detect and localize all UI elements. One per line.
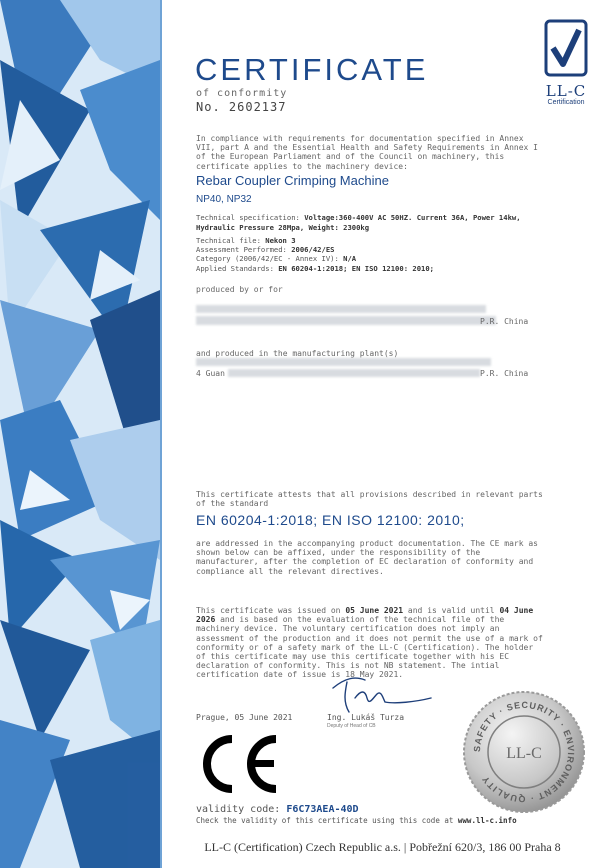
certificate-number: No. 2602137 xyxy=(196,100,287,114)
category xyxy=(196,254,546,264)
check-website-link[interactable]: www.ll-c.info xyxy=(457,816,517,825)
validity-label: validity code: xyxy=(196,804,287,815)
decorative-left-panel xyxy=(0,0,160,868)
file-value: Nekon 3 xyxy=(265,236,296,245)
frame-divider xyxy=(160,0,162,868)
issue-date: 05 June 2021 xyxy=(345,606,404,615)
assessment-label: Assessment Performed: xyxy=(196,245,287,254)
footer-address: LL-C (Certification) Czech Republic a.s. | Pobřežní 620/3, 186 00 Praha 8 xyxy=(204,840,561,854)
signer-name: Ing. Lukáš Turza xyxy=(327,713,405,722)
certificate-title: CERTIFICATE xyxy=(195,52,429,87)
plant-country: P.R. China xyxy=(480,369,529,378)
valid-until-date: 04 June 2026 xyxy=(196,606,534,625)
produced-in-label: and produced in the manufacturing plant(s) xyxy=(196,349,399,358)
check-text: Check the validity of this certificate using this code at xyxy=(196,816,458,825)
seal-center-text: LL-C xyxy=(506,745,542,762)
product-models: NP40, NP32 xyxy=(196,194,252,205)
spec-value: Voltage:360-400V AC 50HZ. Current 36A, Power 14kw, Hydraulic Pressure 28Mpa, Weight: 2300kg xyxy=(196,213,521,232)
attests-paragraph: This certificate attests that all provisions described in relevant parts of the standard xyxy=(196,490,543,509)
standards-label: Applied Standards: xyxy=(196,264,274,273)
validity-code-line xyxy=(196,804,359,815)
certification-seal xyxy=(462,690,586,814)
issued-text-1: This certificate was issued on xyxy=(196,606,346,615)
intro-paragraph: In compliance with requirements for documentation specified in Annex VII, part A and the Essential Health and Safety Requirements in Annex I of the European Parliament and of the Council on machinery, this certificate applies to the machinery device: xyxy=(196,134,538,171)
applied-standards xyxy=(196,264,546,274)
redacted-plant-name xyxy=(196,358,491,366)
check-validity-line xyxy=(196,816,517,825)
logo-name: LL-C xyxy=(545,82,587,100)
place-and-date: Prague, 05 June 2021 xyxy=(196,713,293,722)
seal-ring-text: SAFETY · SECURITY · ENVIRONMENT · QUALITY xyxy=(471,699,577,805)
redacted-manufacturer-address xyxy=(196,316,496,325)
issued-text-3: and is based on the evaluation of the technical file of the machinery device. The voluntary certification does not imply an assessment of the production and it does not permit the use of a mark of conformity or of a safety mark of the LL-C (Certification). The holder of this certificate may use this certificate together with his EC declaration of conformity. This is not NB statement. The intial certification date of issue is 18 May 2021. xyxy=(196,615,543,680)
category-label: Category (2006/42/EC - Annex IV): xyxy=(196,254,339,263)
assessment-value: 2006/42/ES xyxy=(291,245,335,254)
category-value: N/A xyxy=(343,254,357,263)
redacted-manufacturer-name xyxy=(196,305,486,313)
issued-text-2: and is valid until xyxy=(403,606,500,615)
handwritten-signature xyxy=(325,668,435,716)
technical-spec xyxy=(196,213,546,232)
produced-by-label: produced by or for xyxy=(196,285,283,294)
certificate-subtitle: of conformity xyxy=(196,88,288,99)
spec-label: Technical specification: xyxy=(196,213,300,222)
redacted-plant-address xyxy=(228,369,480,377)
plant-address-start: 4 Guan xyxy=(196,369,225,378)
product-name: Rebar Coupler Crimping Machine xyxy=(196,173,389,188)
validity-code: F6C73AEA-40D xyxy=(286,804,359,815)
logo-subtitle: Certification xyxy=(547,99,585,106)
ce-mark-icon xyxy=(194,733,282,795)
certified-standards: EN 60204-1:2018; EN ISO 12100: 2010; xyxy=(196,512,465,528)
checkmark-shield-icon xyxy=(543,18,589,78)
file-label: Technical file: xyxy=(196,236,261,245)
signer-title: Deputy of Head of CB xyxy=(327,723,376,729)
standards-value: EN 60204-1:2018; EN ISO 12100: 2010; xyxy=(278,264,434,273)
llc-logo xyxy=(540,18,592,106)
addressed-paragraph: are addressed in the accompanying product documentation. The CE mark as shown below can be affixed, under the responsibility of the manufacturer, after the completion of EC declaration of conformity and compliance all the relevant directives. xyxy=(196,539,538,576)
manufacturer-country: P.R. China xyxy=(480,317,529,326)
